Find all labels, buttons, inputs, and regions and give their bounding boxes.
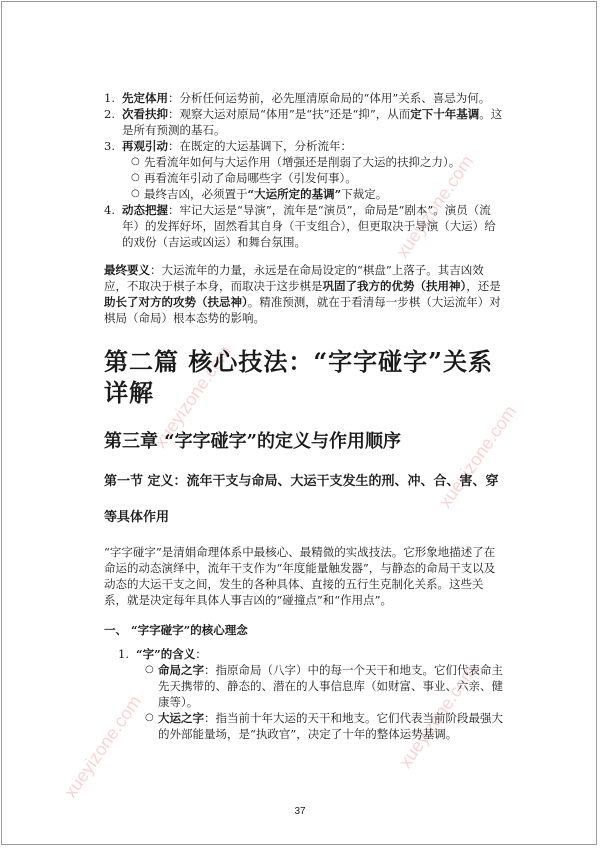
item-colon: ： <box>195 647 207 661</box>
watermark: xueyizone.com <box>60 691 146 802</box>
step-number: 1. <box>104 91 115 105</box>
intro-paragraph: “字字碰字”是清娟命理体系中最核心、最精微的实战技法。它形象地描述了在命运的动态演绎中，流年干支作为“年度能量触发器”，与静态的命局干支以及动态的大运干支之间，发生的各种具体、直接的五行生克制化关系。这些关系，就是决定每年具体人事吉凶的“碰撞点”和“作用点”。 <box>104 545 496 607</box>
summary-text: ：大运流年的力量，永远是在命局设定的“棋盘”上落子。其吉凶效应，不取决于棋子本身，而取决于这步棋是 <box>104 263 484 293</box>
step-title: 再观引动 <box>122 139 168 153</box>
step-3 <box>104 138 504 202</box>
sub-item-text: 最终吉凶，必须置于 <box>144 187 248 201</box>
section-title: 第一节 定义：流年干支与命局、大运干支发生的刑、冲、合、害、穿等具体作用 <box>104 474 499 525</box>
watermark: xueyizone.com <box>395 661 481 772</box>
circle-bullet-icon: ○ <box>131 188 140 199</box>
concept-list <box>104 646 504 742</box>
step-number: 3. <box>104 139 115 153</box>
item-number: 1. <box>118 647 129 661</box>
part-title: 第二篇 核心技法：“字字碰字”关系详解 <box>104 347 493 407</box>
sub-item-text: ：指原命局（八字）中的每一个天干和地支。它们代表命主先天携带的、静态的、潜在的人事信息库（如财富、事业、六亲、健康等）。 <box>158 663 503 709</box>
step-4 <box>104 202 504 250</box>
summary-emphasis: 助长了对方的攻势（扶忌神） <box>104 295 248 309</box>
page-content <box>104 90 504 742</box>
sub-item <box>136 662 504 710</box>
step-text: ：牢记大运是“导演”，流年是“演员”，命局是“剧本”。演员（流年）的发挥好坏，固然看其自身（干支组合），但更取决于导演（大运）给的戏份（吉运或凶运）和舞台氛围。 <box>122 203 496 249</box>
concept-sublist <box>136 662 504 742</box>
sub-item-emphasis: “大运所定的基调” <box>247 187 342 201</box>
subsection-heading: 一、 “字字碰字”的核心理念 <box>104 623 248 637</box>
sub-item <box>136 710 504 742</box>
chapter-title: 第三章 “字字碰字”的定义与作用顺序 <box>104 431 401 452</box>
step-number: 4. <box>104 203 115 217</box>
sub-item-text: ：指当前十年大运的天干和地支。它们代表当前阶段最强大的外部能量场，是“执政官”，决定了十年的整体运势基调。 <box>158 711 503 741</box>
circle-bullet-icon: ○ <box>145 712 154 723</box>
step-1 <box>104 90 504 106</box>
sub-item-text: 下裁定。 <box>341 187 388 201</box>
step-title: 次看扶抑 <box>122 107 168 121</box>
sub-item-text: 先看流年如何与大运作用（增强还是削弱了大运的扶抑之力）。 <box>144 155 461 169</box>
step-2 <box>104 106 504 138</box>
step-emphasis: 定下十年基调 <box>410 107 480 121</box>
sub-item-title: 大运之字 <box>158 711 204 725</box>
step-title: 动态把握 <box>122 203 168 217</box>
summary-text: 。精准预测，就在于看清每一步棋（大运流年）对棋局（命局）根本态势的影响。 <box>104 295 501 325</box>
steps-list <box>104 90 504 250</box>
summary-emphasis: 巩固了我方的优势（扶用神） <box>322 279 467 293</box>
page-number: 37 <box>294 806 306 817</box>
step-text: ：分析任何运势前，必先厘清原命局的“体用”关系、喜忌为何。 <box>168 91 491 105</box>
summary-paragraph <box>104 262 504 326</box>
watermark: xueyizone.com <box>150 341 236 452</box>
concept-item-1 <box>118 646 504 742</box>
summary-text: ，还是 <box>466 279 501 293</box>
step-number: 2. <box>104 107 115 121</box>
circle-bullet-icon: ○ <box>131 156 140 167</box>
step-title: 先定体用 <box>122 91 168 105</box>
sub-item <box>122 186 504 202</box>
summary-label: 最终要义 <box>104 263 150 277</box>
sub-item-title: 命局之字 <box>158 663 204 677</box>
item-title: “字”的含义 <box>136 647 196 661</box>
circle-bullet-icon: ○ <box>145 664 154 675</box>
step-text: ：在既定的大运基调下，分析流年： <box>168 139 352 153</box>
watermark: xueyizone.com <box>435 401 521 512</box>
step-3-sublist <box>122 154 504 202</box>
step-text: 。这是所有预测的基石。 <box>122 107 503 137</box>
watermark: xueyizone.com <box>392 151 478 262</box>
sub-item <box>122 170 504 186</box>
sub-item-text: 再看流年引动了命局哪些字（引发何事）。 <box>144 171 357 185</box>
step-text: ：观察大运对原局“体用”是“扶”还是“抑”，从而 <box>168 107 411 121</box>
sub-item <box>122 154 504 170</box>
circle-bullet-icon: ○ <box>131 172 140 183</box>
